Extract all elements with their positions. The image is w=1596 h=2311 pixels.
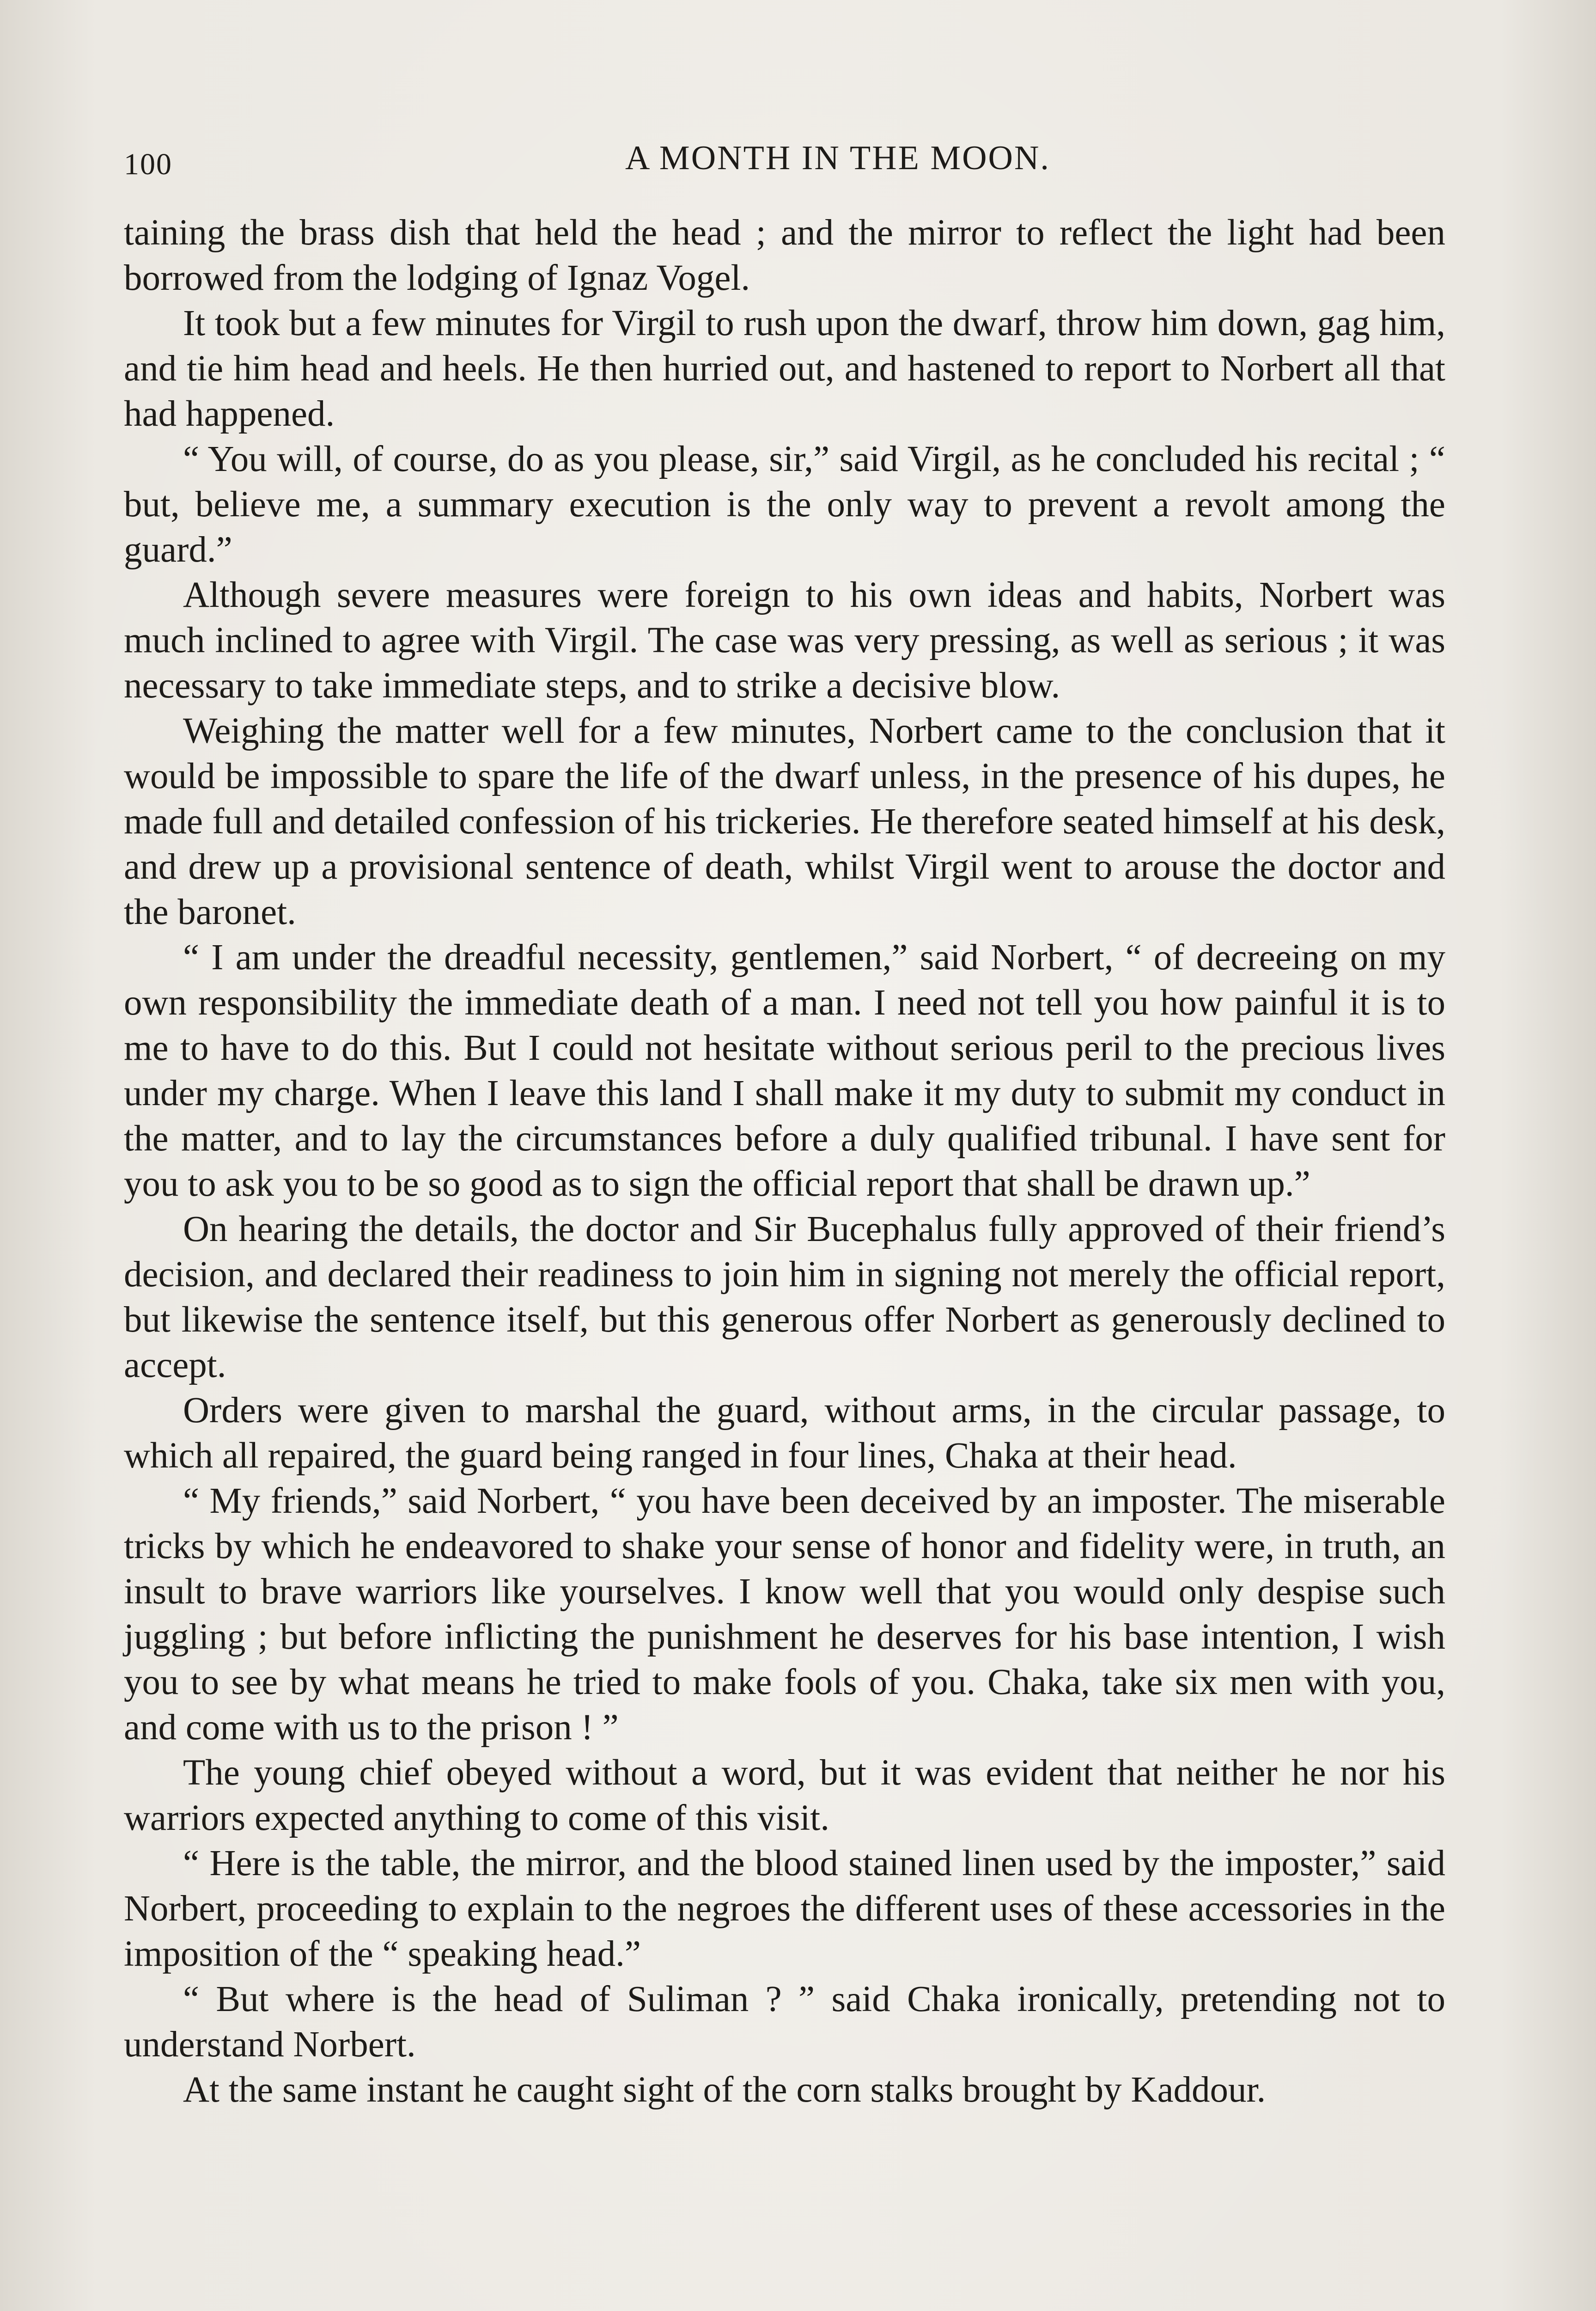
page-header (124, 139, 1445, 190)
paragraph: “ You will, of course, do as you please, sir,” said Virgil, as he concluded his recital ; “ but, believe me, a summary execution is the only way to prevent a revolt among the guard.” (124, 439, 1445, 570)
paragraph: Weighing the matter well for a few minutes, Norbert came to the conclusion that it would be impossible to spare the life of the dwarf unless, in the presence of his dupes, he made full and detailed confession of his trickeries. He therefore seated himself at his desk, and drew up a provisional sentence of death, whilst Virgil went to arouse the doctor and the baronet. (124, 711, 1445, 932)
paragraph: Orders were given to marshal the guard, without arms, in the circular passage, to which all repaired, the guard being ranged in four lines, Chaka at their head. (124, 1390, 1445, 1476)
running-head: A MONTH IN THE MOON. (625, 139, 1050, 177)
body-text (124, 210, 1445, 2113)
paragraph: At the same instant he caught sight of the corn stalks brought by Kaddour. (183, 2070, 1266, 2110)
paragraph: taining the brass dish that held the head ; and the mirror to reflect the light had been borrowed from the lodging of Ignaz Vogel. (124, 213, 1445, 298)
paragraph: “ But where is the head of Suliman ? ” said Chaka ironically, pretending not to understand Norbert. (124, 1979, 1445, 2065)
paragraph: It took but a few minutes for Virgil to rush upon the dwarf, throw him down, gag him, and tie him head and heels. He then hurried out, and hastened to report to Norbert all that had happened. (124, 303, 1445, 434)
paragraph: “ I am under the dreadful necessity, gentlemen,” said Norbert, “ of decreeing on my own responsibility the immediate death of a man. I need not tell you how painful it is to me to have to do this. But I could not hesitate without serious peril to the precious lives under my charge. When I leave this land I shall make it my duty to submit my conduct in the matter, and to lay the circumstances before a duly qualified tribunal. I have sent for you to ask you to be so good as to sign the official report that shall be drawn up.” (124, 937, 1445, 1204)
paragraph: “ Here is the table, the mirror, and the blood stained linen used by the imposter,” said Norbert, proceeding to explain to the negroes the different uses of these accessories in the imposition of the “ speaking head.” (124, 1843, 1445, 1974)
paragraph: The young chief obeyed without a word, but it was evident that neither he nor his warriors expected anything to come of this visit. (124, 1753, 1445, 1838)
paragraph: Although severe measures were foreign to his own ideas and habits, Norbert was much inclined to agree with Virgil. The case was very pressing, as well as serious ; it was necessary to take immediate steps, and to strike a decisive blow. (124, 575, 1445, 706)
paragraph: “ My friends,” said Norbert, “ you have been deceived by an imposter. The miserable tricks by which he endeavored to shake your sense of honor and fidelity were, in truth, an insult to brave warriors like yourselves. I know well that you would only despise such juggling ; but before inflicting the punishment he deserves for his base intention, I wish you to see by what means he tried to make fools of you. Chaka, take six men with you, and come with us to the prison ! ” (124, 1481, 1445, 1748)
paragraph: On hearing the details, the doctor and Sir Bucephalus fully approved of their friend’s decision, and declared their readiness to join him in signing not merely the official report, but likewise the sentence itself, but this generous offer Norbert as generously declined to accept. (124, 1209, 1445, 1385)
page-number: 100 (124, 147, 172, 181)
